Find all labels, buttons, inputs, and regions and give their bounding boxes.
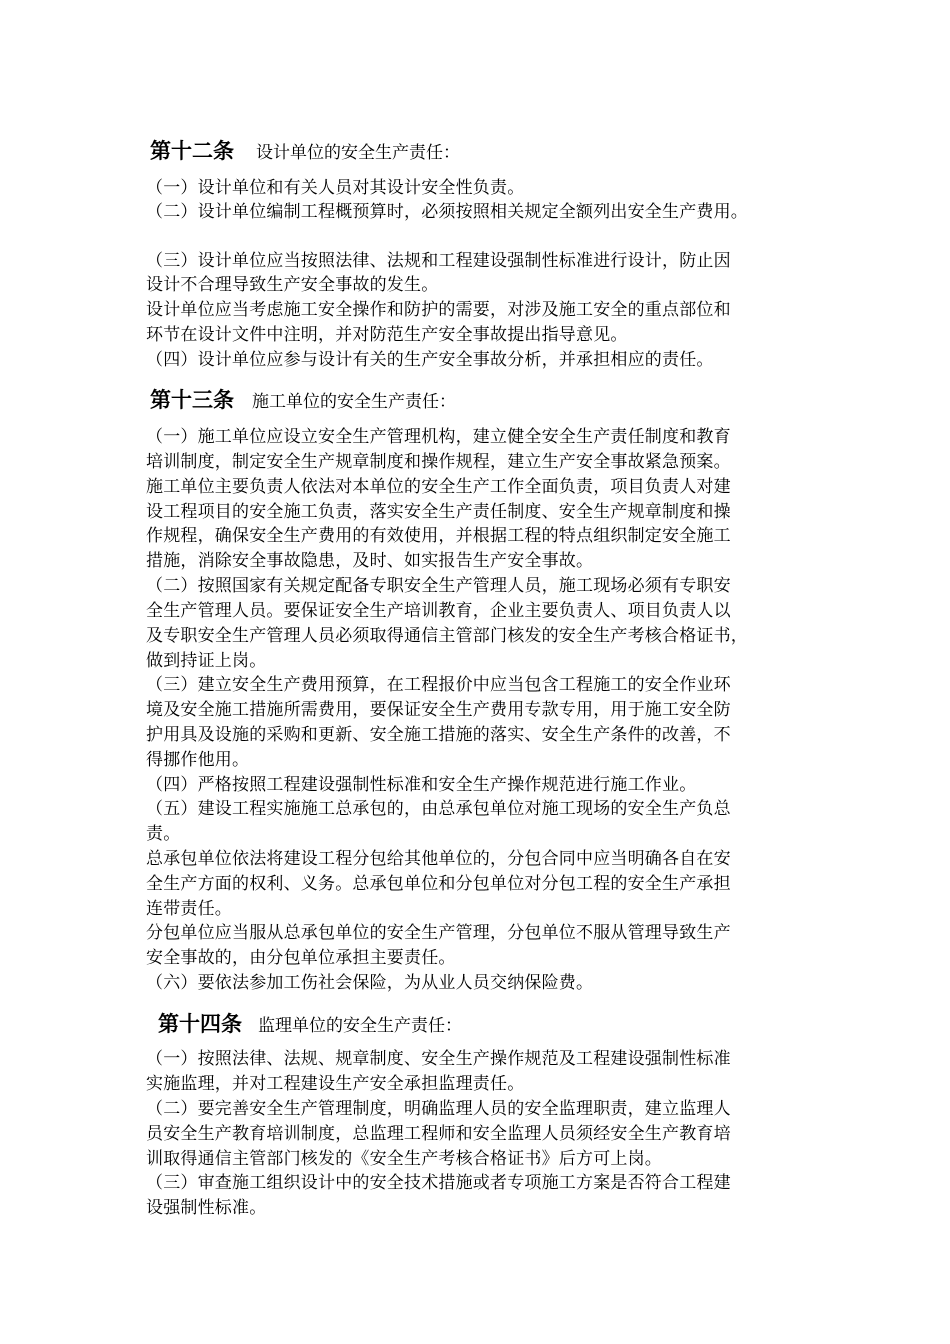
paragraph-line: 设计不合理导致生产安全事故的发生。 <box>146 275 439 295</box>
article-number: 第十四条 <box>158 1012 242 1036</box>
paragraph-line: （三）设计单位应当按照法律、法规和工程建设强制性标准进行设计，防止因 <box>146 251 731 271</box>
paragraph-line: （二）按照国家有关规定配备专职安全生产管理人员，施工现场必须有专职安 <box>146 576 731 596</box>
article-number: 第十二条 <box>150 139 234 163</box>
paragraph-line: 护用具及设施的采购和更新、安全施工措施的落实、安全生产条件的改善，不 <box>146 725 731 745</box>
paragraph-line: 安全事故的，由分包单位承担主要责任。 <box>146 948 456 968</box>
article-12-heading <box>150 136 460 168</box>
paragraph-line: 分包单位应当服从总承包单位的安全生产管理，分包单位不服从管理导致生产 <box>146 923 731 943</box>
article-14-heading <box>158 1009 462 1041</box>
paragraph-line: （四）设计单位应参与设计有关的生产安全事故分析，并承担相应的责任。 <box>146 350 714 370</box>
paragraph-line: 训取得通信主管部门核发的《安全生产考核合格证书》后方可上岗。 <box>146 1149 662 1169</box>
paragraph-line: （三）审查施工组织设计中的安全技术措施或者专项施工方案是否符合工程建 <box>146 1173 731 1193</box>
paragraph-line: 环节在设计文件中注明，并对防范生产安全事故提出指导意见。 <box>146 325 628 345</box>
article-title: 施工单位的安全生产责任： <box>252 392 456 412</box>
paragraph-line: 设工程项目的安全施工负责，落实安全生产责任制度、安全生产规章制度和操 <box>146 502 731 522</box>
paragraph-line: （一）设计单位和有关人员对其设计安全性负责。 <box>146 178 525 198</box>
article-number: 第十三条 <box>150 388 234 412</box>
paragraph-line: 得挪作他用。 <box>146 750 250 770</box>
paragraph-line: 施工单位主要负责人依法对本单位的安全生产工作全面负责，项目负责人对建 <box>146 477 731 497</box>
paragraph-line: （二）设计单位编制工程概预算时，必须按照相关规定全额列出安全生产费用。 <box>146 202 748 222</box>
paragraph-line: 全生产方面的权利、义务。总承包单位和分包单位对分包工程的安全生产承担 <box>146 874 731 894</box>
paragraph-line: （五）建设工程实施施工总承包的，由总承包单位对施工现场的安全生产负总 <box>146 799 731 819</box>
paragraph-line: 设计单位应当考虑施工安全操作和防护的需要，对涉及施工安全的重点部位和 <box>146 300 731 320</box>
article-title: 监理单位的安全生产责任： <box>258 1016 462 1036</box>
paragraph-line: 及专职安全生产管理人员必须取得通信主管部门核发的安全生产考核合格证书， <box>146 626 748 646</box>
paragraph-line: 全生产管理人员。要保证安全生产培训教育，企业主要负责人、项目负责人以 <box>146 601 731 621</box>
paragraph-line: 境及安全施工措施所需费用，要保证安全生产费用专款专用，用于施工安全防 <box>146 700 731 720</box>
paragraph-line: （一）施工单位应设立安全生产管理机构，建立健全安全生产责任制度和教育 <box>146 427 731 447</box>
paragraph-line: 连带责任。 <box>146 899 232 919</box>
paragraph-line: 措施，消除安全事故隐患，及时、如实报告生产安全事故。 <box>146 551 594 571</box>
paragraph-line: 培训制度，制定安全生产规章制度和操作规程，建立生产安全事故紧急预案。 <box>146 452 731 472</box>
paragraph-line: 员安全生产教育培训制度，总监理工程师和安全监理人员须经安全生产教育培 <box>146 1124 731 1144</box>
paragraph-line: （六）要依法参加工伤社会保险，为从业人员交纳保险费。 <box>146 973 594 993</box>
article-13-heading <box>150 385 456 417</box>
paragraph-line: （三）建立安全生产费用预算，在工程报价中应当包含工程施工的安全作业环 <box>146 675 731 695</box>
article-title: 设计单位的安全生产责任： <box>256 143 460 163</box>
paragraph-line: 作规程，确保安全生产费用的有效使用，并根据工程的特点组织制定安全施工 <box>146 526 731 546</box>
paragraph-line: 总承包单位依法将建设工程分包给其他单位的，分包合同中应当明确各自在安 <box>146 849 731 869</box>
paragraph-line: 责。 <box>146 824 181 844</box>
paragraph-line: （二）要完善安全生产管理制度，明确监理人员的安全监理职责，建立监理人 <box>146 1099 731 1119</box>
paragraph-line: 实施监理，并对工程建设生产安全承担监理责任。 <box>146 1074 525 1094</box>
paragraph-line: （一）按照法律、法规、规章制度、安全生产操作规范及工程建设强制性标准 <box>146 1049 731 1069</box>
paragraph-line: （四）严格按照工程建设强制性标准和安全生产操作规范进行施工作业。 <box>146 775 697 795</box>
paragraph-line: 做到持证上岗。 <box>146 651 267 671</box>
paragraph-line: 设强制性标准。 <box>146 1198 267 1218</box>
